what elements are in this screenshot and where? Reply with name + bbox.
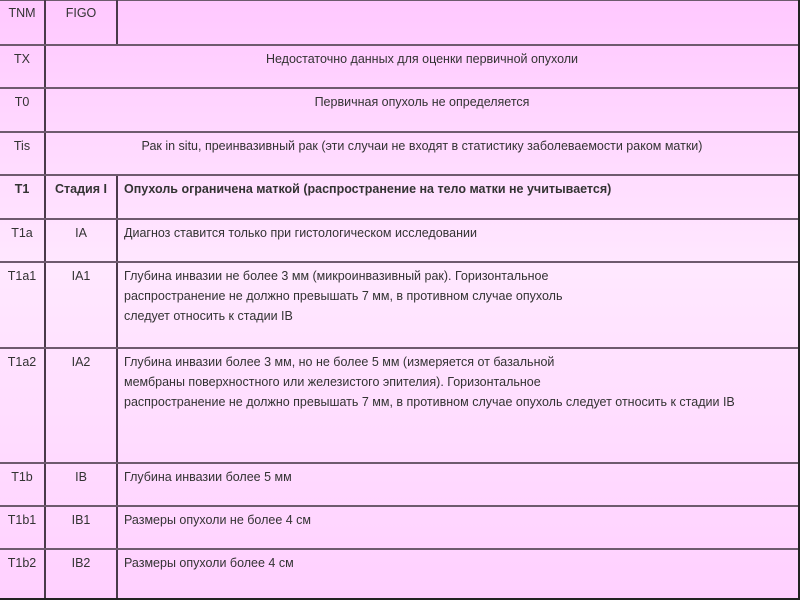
tnm-cell: TX (0, 46, 46, 87)
table-row (0, 263, 798, 349)
table-row (0, 464, 798, 507)
header-figo: FIGO (46, 0, 118, 44)
description-cell (118, 263, 798, 347)
table-row (0, 46, 798, 89)
table-row (0, 176, 798, 220)
tnm-cell: T1 (0, 176, 46, 218)
description-line: Глубина инвазии не более 3 мм (микроинвазивный рак). Горизонтальное (124, 269, 549, 283)
figo-cell: IA1 (46, 263, 118, 347)
table-row (0, 349, 798, 464)
table-row (0, 133, 798, 176)
description-line: Глубина инвазии более 3 мм, но не более 5 мм (измеряется от базальной (124, 355, 555, 369)
table-row (0, 89, 798, 133)
description-cell: Опухоль ограничена маткой (распространение на тело матки не учитывается) (124, 182, 612, 196)
description-cell: Рак in situ, преинвазивный рак (эти случаи не входят в статистику заболеваемости раком матки) (141, 139, 703, 153)
description-cell: Первичная опухоль не определяется (314, 95, 530, 109)
tnm-cell: T1a1 (0, 263, 46, 347)
description-line: следует относить к стадии IB (124, 309, 293, 323)
figo-cell: IB2 (46, 550, 118, 598)
figo-cell: IB (46, 464, 118, 505)
description-line: мембраны поверхностного или железистого эпителия). Горизонтальное (124, 375, 541, 389)
description-cell: Размеры опухоли более 4 см (124, 556, 294, 570)
table-row (0, 220, 798, 263)
description-line: распространение не должно превышать 7 мм, в противном случае опухоль (124, 289, 563, 303)
figo-cell: Стадия I (46, 176, 118, 218)
description-cell: Диагноз ставится только при гистологическом исследовании (124, 226, 477, 240)
tnm-cell: Tis (0, 133, 46, 174)
tnm-cell: T1a2 (0, 349, 46, 462)
table-header-row (0, 0, 798, 46)
description-cell (118, 349, 798, 462)
figo-cell: IB1 (46, 507, 118, 548)
description-cell: Недостаточно данных для оценки первичной опухоли (265, 52, 579, 66)
description-line: распространение не должно превышать 7 мм, в противном случае опухоль следует относить к стадии IB (124, 395, 735, 409)
tnm-cell: T1a (0, 220, 46, 261)
figo-cell: IA (46, 220, 118, 261)
tnm-cell: T1b1 (0, 507, 46, 548)
figo-cell: IA2 (46, 349, 118, 462)
table-row (0, 507, 798, 550)
tnm-cell: T1b2 (0, 550, 46, 598)
tnm-cell: T0 (0, 89, 46, 131)
description-cell: Размеры опухоли не более 4 см (124, 513, 312, 527)
table-row (0, 550, 798, 598)
header-description (118, 0, 798, 44)
header-tnm: TNM (0, 0, 46, 44)
tnm-cell: T1b (0, 464, 46, 505)
description-cell: Глубина инвазии более 5 мм (124, 470, 292, 484)
